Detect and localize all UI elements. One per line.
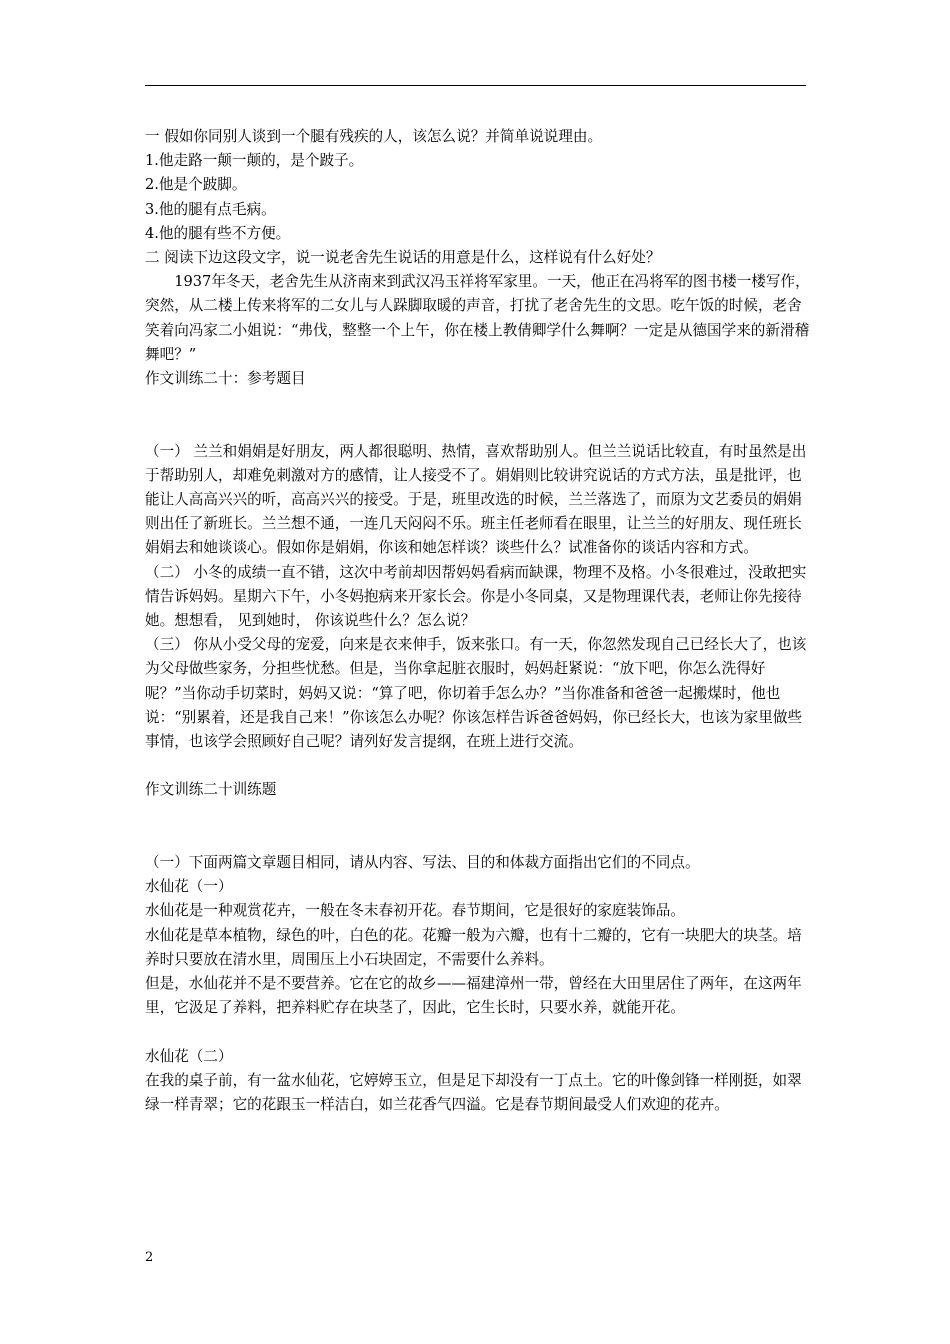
reference-topic: （二） 小冬的成绩一直不错，这次中考前却因帮妈妈看病而缺课，物理不及格。小冬很难过，没敢把实情告诉妈妈。星期六下午，小冬妈抱病来开家长会。你是小冬同桌，又是物理课代表，老师让你先接待她。想想看， 见到她时， 你该说些什么？怎么说？ bbox=[145, 563, 807, 630]
section1-option: 2.他是个跛脚。 bbox=[145, 176, 247, 194]
blank-space bbox=[145, 754, 810, 778]
exercise-question: （一）下面两篇文章题目相同，请从内容、写法、目的和体裁方面指出它们的不同点。 bbox=[145, 854, 700, 872]
article2-paragraph: 在我的桌子前，有一盆水仙花，它婷婷玉立，但是足下却没有一丁点土。它的叶像剑锋一样刚挺，如翠绿一样青翠；它的花跟玉一样洁白，如兰花香气四溢。它是春节期间最受人们欢迎的花卉。 bbox=[145, 1071, 802, 1114]
page-number: 2 bbox=[145, 1250, 154, 1265]
article1-paragraph: 水仙花是一种观赏花卉，一般在冬末春初开花。春节期间，它是很好的家庭装饰品。 bbox=[145, 902, 685, 920]
reference-topic: （一） 兰兰和娟娟是好朋友，两人都很聪明、热情，喜欢帮助别人。但兰兰说话比较直，有时虽然是出于帮助别人，却难免刺激对方的感情，让人接受不了。娟娟则比较讲究说话的方式方法，虽是批评，也能让人高高兴兴的听，高高兴兴的接受。于是，班里改选的时候，兰兰落选了，而原为文艺委员的娟娟则出任了新班长。兰兰想不通，一连几天闷闷不乐。班主任老师看在眼里，让兰兰的好朋友、现任班长娟娟去和她谈谈心。假如你是娟娟，你该和她怎样谈？谈些什么？试准备你的谈话内容和方式。 bbox=[145, 442, 807, 557]
blank-space bbox=[145, 803, 810, 851]
reference-heading: 作文训练二十：参考题目 bbox=[145, 370, 306, 388]
section1-question: 一 假如你同别人谈到一个腿有残疾的人，该怎么说？并简单说说理由。 bbox=[145, 128, 603, 145]
article1-title: 水仙花（一） bbox=[145, 878, 233, 896]
article1-paragraph: 水仙花是草本植物，绿色的叶，白色的花。花瓣一般为六瓣，也有十二瓣的，它有一块肥大的块茎。培养时只要放在清水里，周围压上小石块固定，不需要什么养料。 bbox=[145, 926, 802, 968]
article1-paragraph: 但是，水仙花并不是不要营养。它在它的故乡——福建漳州一带，曾经在大田里居住了两年，在这两年里，它汲足了养料，把养料贮存在块茎了，因此，它生长时，只要水养，就能开花。 bbox=[145, 975, 802, 1017]
section2-passage: 1937年冬天，老舍先生从济南来到武汉冯玉祥将军家里。一天，他正在冯将军的图书楼一楼写作，突然，从二楼上传来将军的二女儿与人跺脚取暖的声音，打扰了老舍先生的文思。吃午饭的时候，老舍笑着向冯家二小姐说：“弗伐，整整一个上午，你在楼上教倩卿学什么舞啊？一定是从德国学来的新滑稽舞吧？” bbox=[145, 273, 810, 363]
section2-question: 二 阅读下边这段文字，说一说老舍先生说话的用意是什么，这样说有什么好处？ bbox=[145, 249, 661, 267]
blank-space bbox=[145, 391, 810, 439]
reference-topic: （三） 你从小受父母的宠爱，向来是衣来伸手，饭来张口。有一天，你忽然发现自己已经长大了，也该为父母做些家务，分担些忧愁。但是，当你拿起脏衣服时，妈妈赶紧说：“放下吧，你怎么洗得好呢？”当你动手切菜时，妈妈又说：“算了吧，你切着手怎么办？”当你准备和爸爸一起搬煤时，他也说：“别累着，还是我自己来！”你该怎么办呢？你该怎样告诉爸爸妈妈，你已经长大，也该为家里做些事情，也该学会照顾好自己呢？请列好发言提纲，在班上进行交流。 bbox=[145, 636, 807, 751]
article2-title: 水仙花（二） bbox=[145, 1047, 233, 1065]
section1-option: 3.他的腿有点毛病。 bbox=[145, 200, 276, 218]
exercise-heading: 作文训练二十训练题 bbox=[145, 781, 277, 799]
header-rule bbox=[145, 85, 806, 86]
blank-space bbox=[145, 1020, 810, 1044]
section1-option: 4.他的腿有些不方便。 bbox=[145, 224, 291, 242]
document-body bbox=[145, 125, 810, 1117]
section1-option: 1.他走路一颠一颠的，是个跛子。 bbox=[145, 152, 364, 170]
